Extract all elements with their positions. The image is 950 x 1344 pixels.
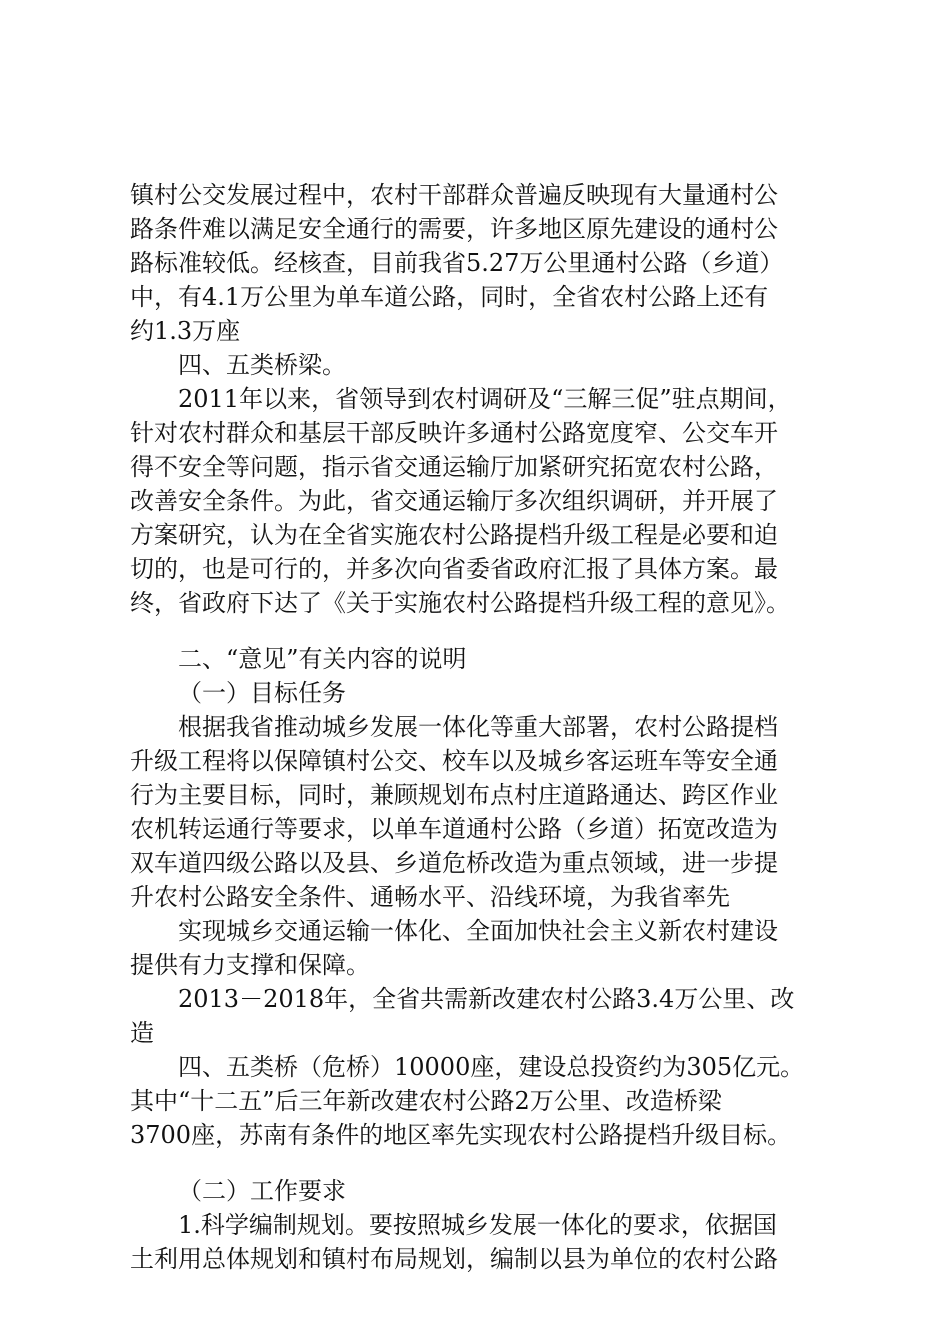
- text-line: 土利用总体规划和镇村布局规划，编制以县为单位的农村公路: [130, 1245, 778, 1273]
- text-line: 改善安全条件。为此，省交通运输厅多次组织调研，并开展了: [130, 487, 778, 515]
- text-line: 约1.3万座: [130, 317, 241, 345]
- text-line: 农机转运通行等要求，以单车道通村公路（乡道）拓宽改造为: [130, 815, 778, 843]
- text-line: 路标准较低。经核查，目前我省5.27万公里通村公路（乡道）: [130, 249, 784, 277]
- text-line: 针对农村群众和基层干部反映许多通村公路宽度窄、公交车开: [130, 419, 778, 447]
- text-line: 四、五类桥（危桥）10000座，建设总投资约为305亿元。: [178, 1053, 805, 1081]
- text-line: 其中“十二五”后三年新改建农村公路2万公里、改造桥梁: [130, 1087, 722, 1115]
- text-line: 中，有4.1万公里为单车道公路，同时，全省农村公路上还有: [130, 283, 769, 311]
- text-line: 提供有力支撑和保障。: [130, 951, 370, 979]
- text-line: 四、五类桥梁。: [178, 351, 346, 379]
- text-line: 2011年以来，省领导到农村调研及“三解三促”驻点期间，: [178, 385, 792, 413]
- text-line: 实现城乡交通运输一体化、全面加快社会主义新农村建设: [178, 917, 778, 945]
- subsection-heading: （二）工作要求: [178, 1177, 346, 1205]
- text-line: 行为主要目标，同时，兼顾规划布点村庄道路通达、跨区作业: [130, 781, 778, 809]
- text-line: 镇村公交发展过程中，农村干部群众普遍反映现有大量通村公: [130, 181, 778, 209]
- section-heading: 二、“意见”有关内容的说明: [178, 645, 467, 673]
- text-line: 升级工程将以保障镇村公交、校车以及城乡客运班车等安全通: [130, 747, 778, 775]
- text-line: 终，省政府下达了《关于实施农村公路提档升级工程的意见》。: [130, 589, 790, 617]
- text-line: 3700座，苏南有条件的地区率先实现农村公路提档升级目标。: [130, 1121, 792, 1149]
- text-line: 升农村公路安全条件、通畅水平、沿线环境，为我省率先: [130, 883, 730, 911]
- text-line: 双车道四级公路以及县、乡道危桥改造为重点领域，进一步提: [130, 849, 778, 877]
- text-line: 切的，也是可行的，并多次向省委省政府汇报了具体方案。最: [130, 555, 778, 583]
- text-line: 2013－2018年，全省共需新改建农村公路3.4万公里、改: [178, 985, 795, 1013]
- subsection-heading: （一）目标任务: [178, 679, 346, 707]
- text-line: 方案研究，认为在全省实施农村公路提档升级工程是必要和迫: [130, 521, 778, 549]
- text-line: 1.科学编制规划。要按照城乡发展一体化的要求，依据国: [178, 1211, 777, 1239]
- text-line: 根据我省推动城乡发展一体化等重大部署，农村公路提档: [178, 713, 778, 741]
- text-line: 路条件难以满足安全通行的需要，许多地区原先建设的通村公: [130, 215, 778, 243]
- text-line: 得不安全等问题，指示省交通运输厅加紧研究拓宽农村公路，: [130, 453, 778, 481]
- text-line: 造: [130, 1019, 154, 1047]
